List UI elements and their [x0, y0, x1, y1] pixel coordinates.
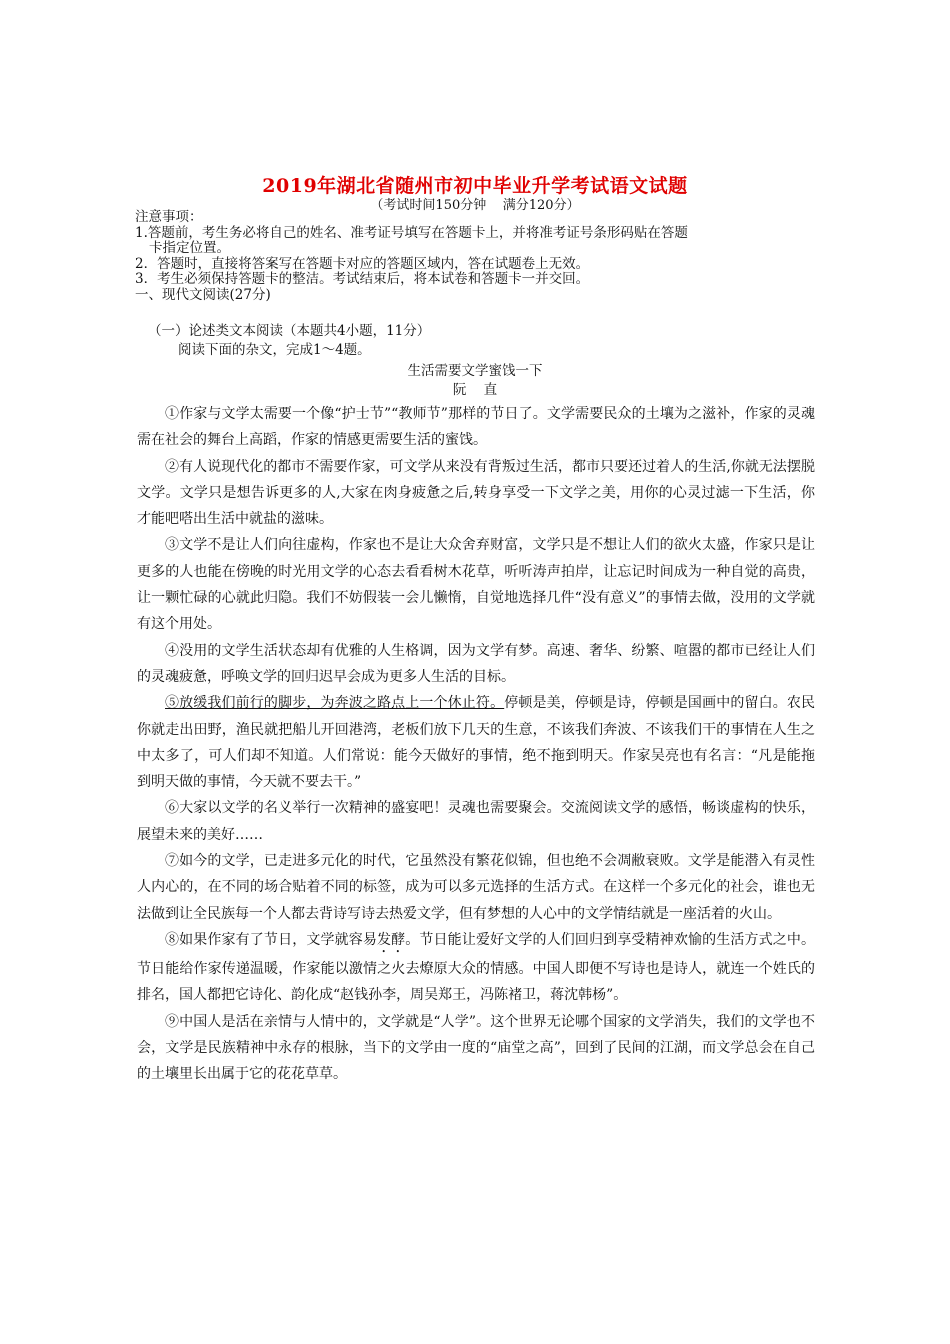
article-title: 生活需要文学蜜饯一下	[407, 363, 543, 379]
paragraph-7: ⑦如今的文学，已走进多元化的时代，它虽然没有繁花似锦，但也绝不会凋敝衰败。文学是能潜入有灵性人内心的，在不同的场合贴着不同的标签，成为可以多元选择的生活方式。在这样一个多元化的社会，谁也无法做到让全民族每一个人都去背诗写诗去热爱文学，但有梦想的人心中的文学情结就是一座活着的火山。	[137, 853, 815, 922]
paragraph-5-rest: 停顿是美，停顿是诗，停顿是国画中的留白。农民你就走出田野，渔民就把船儿开回港湾，老板们放下几天的生意，不该我们奔波、不该我们干的事情在人生之中太多了，可人们却不知道。人们常说：能今天做好的事情，绝不拖到明天。作家吴亮也有名言：“凡是能拖到明天做的事情，今天就不要去干。”	[137, 695, 816, 791]
paragraph-8-pre: ⑧如果作家有了节日，文学就容易	[165, 931, 377, 948]
note-item-3: 3．考生必须保持答题卡的整洁。考试结束后，将本试卷和答题卡一并交回。	[135, 271, 590, 287]
notes-heading: 注意事项：	[135, 209, 203, 225]
exam-notes	[135, 210, 825, 303]
section-1-heading: 一、现代文阅读(27分)	[135, 286, 271, 303]
note-item-1-cont: 卡指定位置。	[149, 240, 230, 256]
dotted-word: 发酵	[377, 931, 406, 948]
exam-title: 2019年湖北省随州市初中毕业升学考试语文试题	[262, 175, 688, 197]
exam-subtitle: （考试时间150分钟 满分120分）	[370, 198, 580, 213]
paragraph-5	[137, 690, 815, 795]
article-body	[137, 401, 815, 1087]
paragraph-6: ⑥大家以文学的名义举行一次精神的盛宴吧！灵魂也需要聚会。交流阅读文学的感悟，畅谈虚构的快乐，展望未来的美好……	[137, 800, 815, 843]
paragraph-4: ④没用的文学生活状态却有优雅的人生格调，因为文学有梦。高速、奢华、纷繁、喧嚣的都市已经让人们的灵魂疲惫，呼唤文学的回归迟早会成为更多人生活的目标。	[137, 642, 815, 685]
reading-section-heading: （一）论述类文本阅读（本题共4小题，11分）	[148, 323, 431, 339]
paragraph-1: ①作家与文学太需要一个像“护士节”“教师节”那样的节日了。文学需要民众的土壤为之滋补，作家的灵魂需在社会的舞台上高蹈，作家的情感更需要生活的蜜饯。	[137, 406, 815, 449]
reading-instruction: 阅读下面的杂文，完成1～4题。	[178, 342, 371, 358]
paragraph-3: ③文学不是让人们向往虚构，作家也不是让大众舍弃财富，文学只是不想让人们的欲火太盛，作家只是让更多的人也能在傍晚的时光用文学的心态去看看树木花草，听听涛声拍岸，让忘记时间成为一种自觉的高贵，让一颗忙碌的心就此归隐。我们不妨假装一会儿懒惰，自觉地选择几件“没有意义”的事情去做，没用的文学就有这个用处。	[137, 537, 815, 633]
paragraph-2: ②有人说现代化的都市不需要作家，可文学从来没有背叛过生活，都市只要还过着人的生活,你就无法摆脱文学。文学只是想告诉更多的人,大家在肉身疲惫之后,转身享受一下文学之美，用你的心灵过滤一下生活，你才能吧嗒出生活中就盐的滋味。	[137, 458, 815, 528]
article-header	[0, 362, 950, 400]
paragraph-9: ⑨中国人是活在亲情与人情中的，文学就是“人学”。这个世界无论哪个国家的文学消失，我们的文学也不会，文学是民族精神中永存的根脉，当下的文学由一度的“庙堂之高”，回到了民间的江湖，而文学总会在自己的土壤里长出属于它的花花草草。	[137, 1013, 815, 1083]
note-item-2: 2．答题时，直接将答案写在答题卡对应的答题区域内，答在试题卷上无效。	[135, 255, 590, 272]
paragraph-8	[137, 927, 815, 1009]
reading-section	[148, 322, 430, 360]
article-author: 阮 直	[452, 382, 498, 398]
underlined-sentence: ⑤放缓我们前行的脚步，为奔波之路点上一个休止符。	[165, 695, 505, 712]
note-item-1: 1.答题前，考生务必将自己的姓名、准考证号填写在答题卡上，并将准考证号条形码贴在答题	[135, 224, 688, 241]
paragraph-8-post: 。节日能让爱好文学的人们回归到享受精神欢愉的生活方式之中。节日能给作家传递温暖，作家能以激情之火去燎原大众的情感。中国人即便不写诗也是诗人，就连一个姓氏的排名，国人都把它诗化、韵化成“赵钱孙李，周吴郑王，冯陈褚卫，蒋沈韩杨”。	[137, 931, 816, 1004]
